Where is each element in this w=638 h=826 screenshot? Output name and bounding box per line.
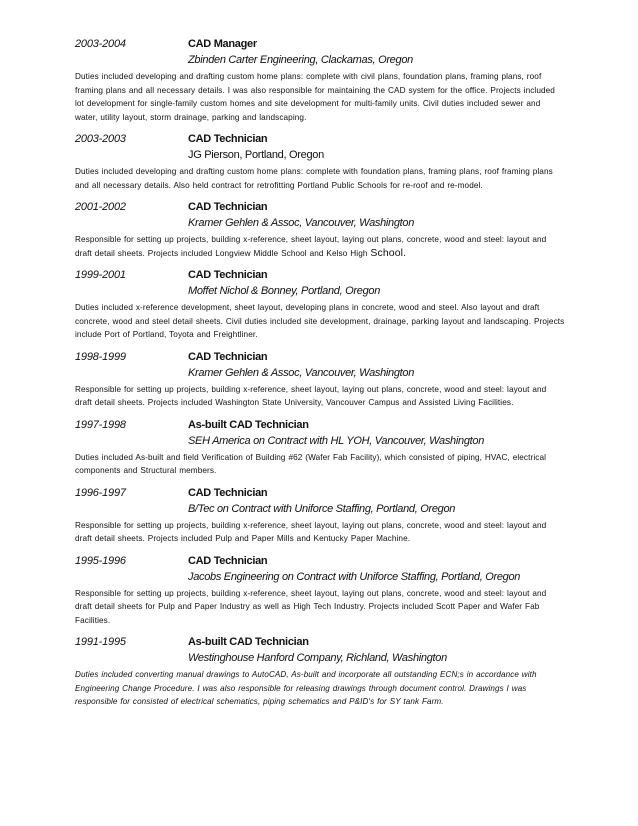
job-dates: 1999-2001 — [75, 269, 126, 281]
job-dates: 2003-2004 — [75, 38, 126, 50]
job-organization: B/Tec on Contract with Uniforce Staffing, Portland, Oregon — [188, 502, 456, 515]
job-dates: 2003-2003 — [75, 133, 126, 145]
job-entry — [75, 201, 565, 260]
job-header — [75, 636, 565, 651]
job-entry — [75, 487, 565, 546]
job-title: As-built CAD Technician — [188, 418, 309, 431]
job-dates: 2001-2002 — [75, 201, 126, 213]
job-dates: 1991-1995 — [75, 636, 126, 648]
job-entry — [75, 38, 565, 124]
job-organization: Jacobs Engineering on Contract with Uniforce Staffing, Portland, Oregon — [188, 570, 521, 583]
job-entry — [75, 636, 565, 709]
job-dates: 1995-1996 — [75, 554, 126, 567]
job-title: CAD Technician — [188, 350, 268, 363]
job-header — [75, 555, 565, 570]
job-title: CAD Technician — [188, 269, 268, 281]
job-dates: 1996-1997 — [75, 486, 126, 499]
job-title: CAD Technician — [188, 201, 268, 213]
job-dates: 1997-1998 — [75, 418, 126, 431]
job-header — [75, 419, 565, 434]
job-entry — [75, 269, 565, 342]
job-organization: Kramer Gehlen & Assoc, Vancouver, Washington — [188, 366, 415, 379]
job-description: Duties included developing and drafting custom home plans: complete with civil plans, foundation plans, framing plans, roof framing plans and all necessary details. I was also responsible for maintaining the CAD system for the office. Projects included lot development for single-family custom homes and site development for multi-family units. Civil duties included sewer and water, utility layout, storm drainage, parking and landscaping. — [75, 72, 555, 122]
job-header — [75, 487, 565, 502]
job-description-end: School. — [370, 246, 407, 259]
job-organization: Westinghouse Hanford Company, Richland, Washington — [188, 652, 447, 664]
job-header — [75, 269, 565, 284]
job-description — [75, 233, 565, 260]
job-title: CAD Technician — [188, 554, 268, 567]
job-organization: JG Pierson, Portland, Oregon — [188, 149, 324, 161]
job-header — [75, 38, 565, 53]
job-title: CAD Manager — [188, 38, 257, 50]
resume-page — [75, 38, 565, 718]
job-organization: Kramer Gehlen & Assoc, Vancouver, Washington — [188, 217, 415, 229]
job-dates: 1998-1999 — [75, 350, 126, 363]
job-description: Duties included converting manual drawings to AutoCAD, As-built and incorporate all outstanding ECN;s in accordance with Engineering Change Procedure. I was also responsible for releasing drawings through document control. Drawings I was responsible for consisted of electrical schematics, piping schematics and P&ID's for SY tank Farm. — [75, 670, 537, 706]
job-title: CAD Technician — [188, 133, 268, 145]
job-title: CAD Technician — [188, 486, 268, 499]
job-header — [75, 133, 565, 148]
job-description: Duties included x-reference development, sheet layout, developing plans in concrete, wood and steel. Also layout and draft concrete, wood and steel detail sheets. Civil duties included site development, drainage, parking layout and landscaping. Projects include Port of Portland, Toyota and Freightliner. — [75, 303, 565, 339]
job-title: As-built CAD Technician — [188, 636, 309, 648]
job-organization: Moffet Nichol & Bonney, Portland, Oregon — [188, 285, 381, 297]
job-description: Responsible for setting up projects, building x-reference, sheet layout, laying out plans, concrete, wood and steel: layout and draft detail sheets. Projects included Washington State University, Vancouver Campus and Assisted Living Facilities. — [75, 384, 547, 407]
job-description: Responsible for setting up projects, building x-reference, sheet layout, laying out plans, concrete, wood and steel: layout and draft detail sheets for Pulp and Paper Industry as well as High Tech Industry. Projects included Scott Paper and Wafer Fab Facilities. — [75, 588, 547, 625]
job-entry — [75, 133, 565, 192]
job-entry — [75, 351, 565, 410]
job-description: Responsible for setting up projects, building x-reference, sheet layout, laying out plans, concrete, wood and steel: layout and draft detail sheets. Projects included Pulp and Paper Mills and Kentucky Paper Machine. — [75, 520, 547, 543]
job-description: Duties included developing and drafting custom home plans: complete with foundation plans, framing plans, roof framing plans and all necessary details. Also held contract for retrofitting Portland Public Schools for re-roof and re-model. — [75, 167, 553, 190]
job-organization: SEH America on Contract with HL YOH, Vancouver, Washington — [188, 434, 485, 447]
job-header — [75, 351, 565, 366]
job-organization: Zbinden Carter Engineering, Clackamas, Oregon — [188, 54, 413, 66]
job-description-text: Responsible for setting up projects, building x-reference, sheet layout, laying out plans, concrete, wood and steel: layout and draft detail sheets. Projects included Longview Middle School and Kelso High — [75, 235, 547, 258]
job-entry — [75, 555, 565, 628]
job-entry — [75, 419, 565, 478]
job-description: Duties included As-built and field Verification of Building #62 (Wafer Fab Facility), which consisted of piping, HVAC, electrical components and Structural members. — [75, 452, 547, 475]
job-header — [75, 201, 565, 216]
